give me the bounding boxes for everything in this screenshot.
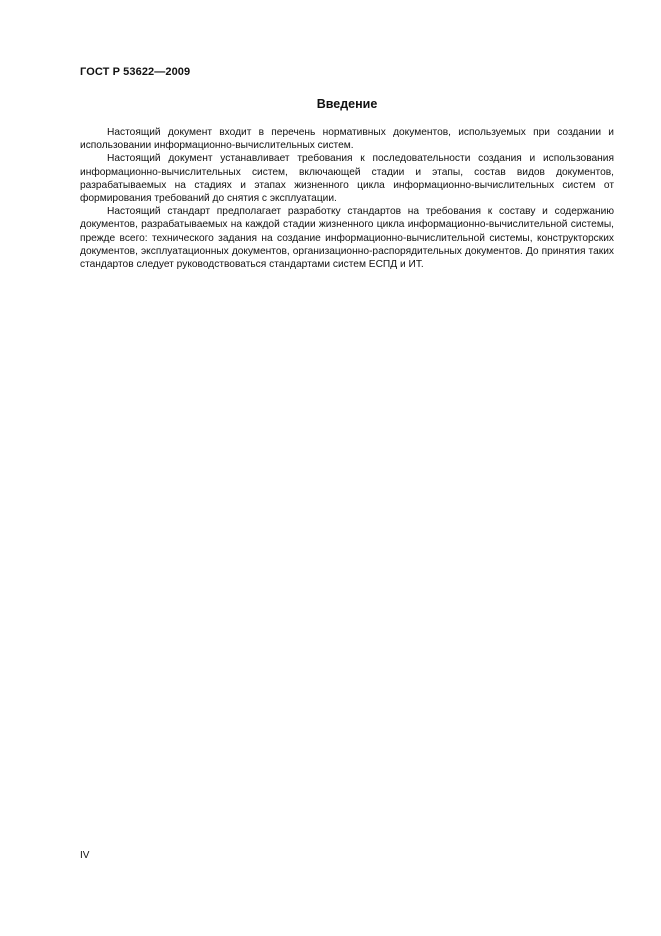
section-title: Введение [316,97,378,111]
standard-code: ГОСТ Р 53622—2009 [80,66,191,78]
paragraph: Настоящий стандарт предполагает разработку стандартов на требования к составу и содержанию документов, разрабатываемых на каждой стадии жизненного цикла информационно-вычислительной системы, прежде всего: технического задания на создание информационно-вычислительной системы, конструкторских документов, эксплуатационных документов, организационно-распорядительных документов. До принятия таких стандартов следует руководствоваться стандартами систем ЕСПД и ИТ. [80,206,614,271]
paragraph: Настоящий документ устанавливает требования к последовательности создания и использования информационно-вычислительных систем, включающей стадии и этапы, состав видов документов, разрабатываемых на стадиях и этапах жизненного цикла информационно-вычислительных систем от формирования требований до снятия с эксплуатации. [80,153,614,205]
paragraph: Настоящий документ входит в перечень нормативных документов, используемых при создании и использовании информационно-вычислительных систем. [80,127,614,152]
body-text [80,126,614,271]
page-number: IV [80,850,90,861]
